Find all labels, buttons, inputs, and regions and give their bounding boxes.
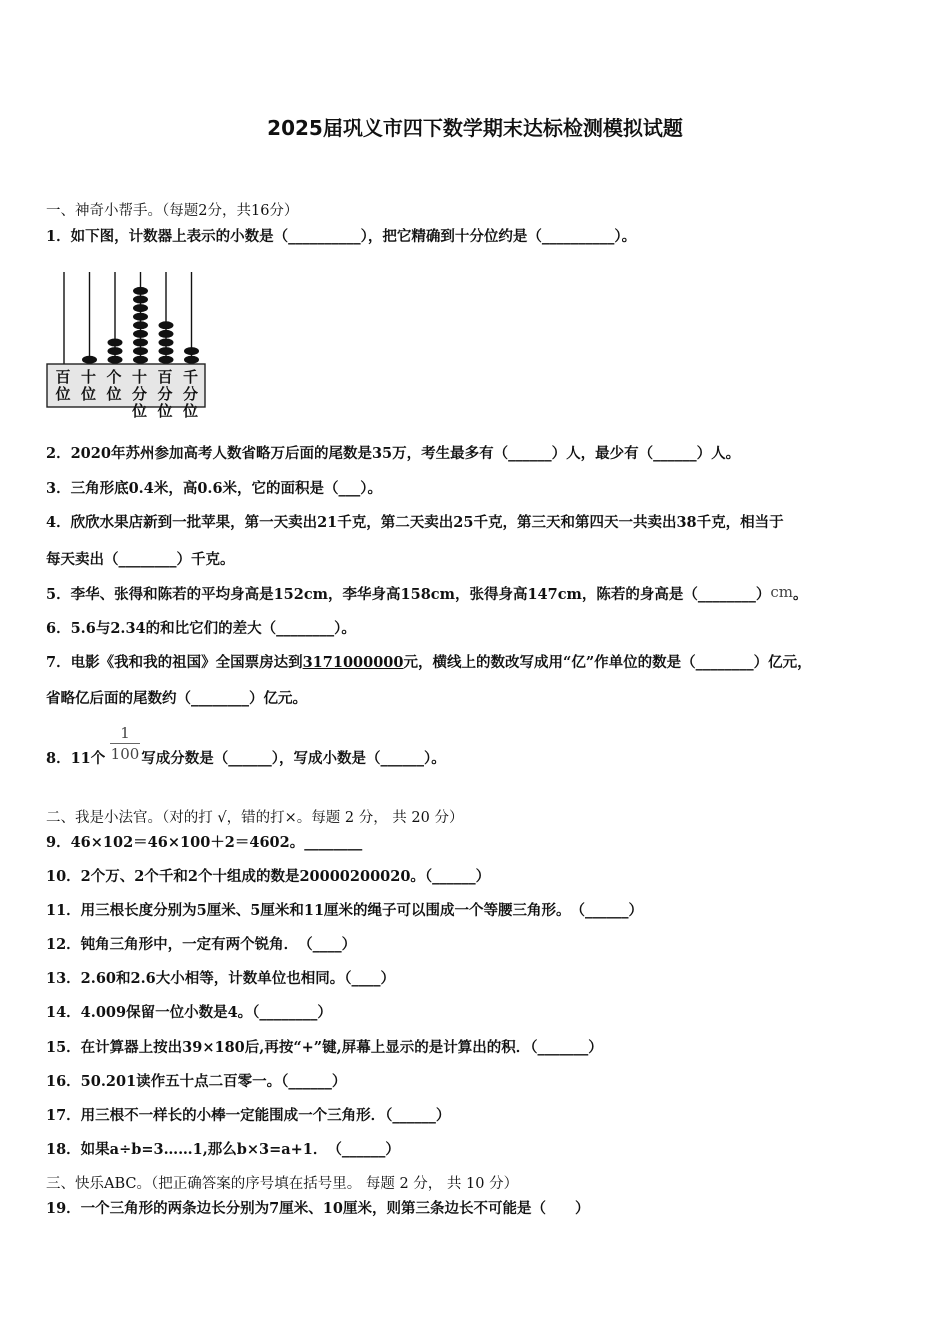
abacus-label: 分 <box>157 385 173 403</box>
abacus-bead <box>184 347 199 355</box>
abacus-bead <box>133 356 148 364</box>
question-5-end: 。 <box>793 586 808 603</box>
question-8 <box>46 749 446 769</box>
abacus-bead <box>184 356 199 364</box>
question-15: 15．在计算器上按出39×180后,再按“+”键,屏幕上显示的是计算出的积．（_______） <box>46 1039 603 1056</box>
page-title: 2025届巩义市四下数学期末达标检测模拟试题 <box>267 116 683 140</box>
question-3: 3．三角形底0.4米，高0.6米，它的面积是（___）。 <box>46 480 383 497</box>
abacus-bead <box>82 356 97 364</box>
abacus-bead <box>133 304 148 312</box>
abacus-bead <box>159 339 174 347</box>
abacus-bead <box>159 347 174 355</box>
question-14: 14．4.009保留一位小数是4。（________） <box>46 1004 332 1021</box>
fraction-numerator: 1 <box>120 724 130 742</box>
question-5 <box>46 584 808 605</box>
question-7-number: 3171000000 <box>302 654 404 671</box>
abacus-bead <box>108 339 123 347</box>
abacus-label: 分 <box>131 385 148 403</box>
question-19: 19．一个三角形的两条边长分别为7厘米、10厘米，则第三条边长不可能是（ ） <box>46 1200 590 1217</box>
question-16: 16．50.201读作五十点二百零一。（______） <box>46 1073 347 1090</box>
question-9: 9．46×102＝46×100＋2＝4602。________ <box>46 834 363 851</box>
abacus-bead <box>133 313 148 321</box>
question-18: 18．如果a÷b=3……1,那么b×3=a+1． （______） <box>46 1141 400 1158</box>
abacus-label: 位 <box>55 385 71 403</box>
abacus-figure <box>46 268 216 424</box>
question-4-line-1: 4．欣欣水果店新到一批苹果，第一天卖出21千克，第二天卖出25千克，第三天和第四天一共卖出38千克，相当于 <box>46 514 784 531</box>
abacus-bead <box>133 339 148 347</box>
abacus-label: 十 <box>80 368 97 386</box>
abacus-label: 位 <box>131 402 148 420</box>
abacus-label: 位 <box>80 385 97 403</box>
section-2-heading: 二、我是小法官。（对的打 √，错的打×。每题 2 分， 共 20 分） <box>46 810 464 826</box>
question-1: 1．如下图，计数器上表示的小数是（__________），把它精确到十分位约是（__________）。 <box>46 228 637 245</box>
question-2: 2．2020年苏州参加高考人数省略万后面的尾数是35万，考生最多有（______）人，最少有（______）人。 <box>46 445 741 462</box>
question-6: 6．5.6与2.34的和比它们的差大（________）。 <box>46 620 356 637</box>
abacus-bead <box>159 321 174 329</box>
abacus-label: 分 <box>182 385 199 403</box>
question-12: 12．钝角三角形中，一定有两个锐角． （____） <box>46 936 357 953</box>
question-11: 11．用三根长度分别为5厘米、5厘米和11厘米的绳子可以围成一个等腰三角形。 （______） <box>46 902 644 919</box>
question-17: 17．用三根不一样长的小棒一定能围成一个三角形．（______） <box>46 1107 451 1124</box>
question-5-text: 5．李华、张得和陈若的平均身高是152cm，李华身高158cm，张得身高147cm，陈若的身高是（________） <box>46 586 771 603</box>
abacus-bead <box>133 321 148 329</box>
abacus-bead <box>159 330 174 338</box>
abacus-label: 千 <box>182 368 199 386</box>
abacus-label: 个 <box>106 368 122 386</box>
abacus-bead <box>108 347 123 355</box>
abacus-base <box>47 364 205 407</box>
abacus-label: 百 <box>157 368 173 386</box>
abacus-label: 百 <box>55 368 71 386</box>
question-7-line-2: 省略亿后面的尾数约（________）亿元。 <box>46 690 307 707</box>
abacus-label: 位 <box>182 402 199 420</box>
question-8-text-b: 写成分数是（______），写成小数是（______）。 <box>141 750 446 767</box>
abacus-bead <box>133 330 148 338</box>
question-4-line-2: 每天卖出（________）千克。 <box>46 551 235 568</box>
abacus-bead <box>159 356 174 364</box>
question-7-line-1 <box>46 653 812 673</box>
abacus-label: 十 <box>131 368 148 386</box>
abacus-label: 位 <box>106 385 122 403</box>
abacus-label: 位 <box>157 402 173 420</box>
fraction-bar <box>110 743 140 744</box>
abacus-bead <box>108 356 123 364</box>
abacus-bead <box>133 296 148 304</box>
question-7-text-b: 元，横线上的数改写成用“亿”作单位的数是（________）亿元， <box>403 654 812 671</box>
section-1-heading: 一、神奇小帮手。（每题2分，共16分） <box>46 203 299 219</box>
abacus-bead <box>133 347 148 355</box>
question-5-unit: cm <box>770 583 794 601</box>
section-3-heading: 三、快乐ABC。（把正确答案的序号填在括号里。 每题 2 分， 共 10 分） <box>46 1176 519 1192</box>
fraction-denominator: 100 <box>110 745 140 763</box>
question-13: 13．2.60和2.6大小相等，计数单位也相同。（____） <box>46 970 395 987</box>
abacus-bead <box>133 287 148 295</box>
question-8-text-a: 8．11个 <box>46 750 106 767</box>
question-10: 10．2个万、2个千和2个十组成的数是20000200020。（______） <box>46 868 491 885</box>
question-7-text-a: 7．电影《我和我的祖国》全国票房达到 <box>46 654 303 671</box>
